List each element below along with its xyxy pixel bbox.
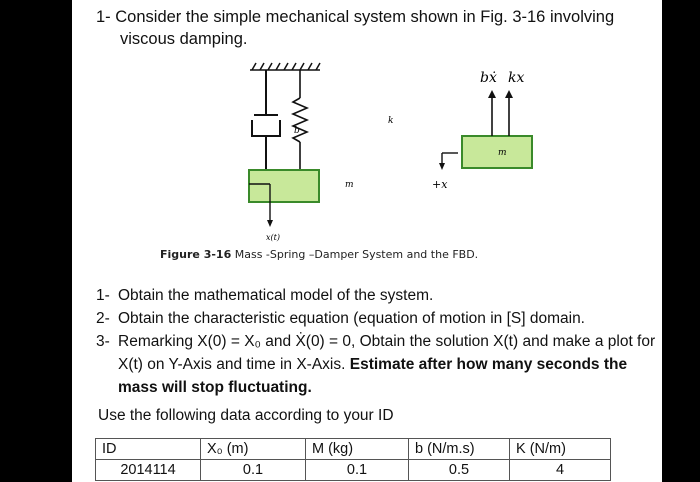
damping-force-arrow-icon: [488, 90, 496, 98]
worksheet: [72, 0, 662, 482]
task-number: 2-: [96, 310, 110, 327]
table-cell: 0.1: [201, 460, 306, 481]
label-xt: x(t): [266, 233, 280, 242]
caption-text: Mass -Spring –Damper System and the FBD.: [234, 248, 479, 261]
fbd-mass-label: m: [498, 148, 507, 158]
table-cell: 0.1: [306, 460, 409, 481]
fbd-mass-block: [462, 136, 532, 168]
task-text: Obtain the mathematical model of the system.: [118, 287, 434, 304]
header-cell: ID: [96, 439, 201, 460]
table-cell: 0.5: [409, 460, 510, 481]
force-arrows: [492, 96, 509, 136]
header-cell: X₀ (m): [201, 439, 306, 460]
table-cell: 4: [510, 460, 611, 481]
label-plus-x: +x: [432, 178, 448, 191]
task-number: 3-: [96, 333, 110, 350]
problem-line-2: viscous damping.: [120, 30, 248, 48]
down-arrow-icon: [439, 163, 445, 170]
task-item: [96, 284, 656, 307]
spring-force-arrow-icon: [505, 90, 513, 98]
header-cell: M (kg): [306, 439, 409, 460]
label-b: b: [294, 126, 300, 136]
table-row: [96, 460, 611, 481]
table-cell: 2014114: [96, 460, 201, 481]
data-table: [95, 438, 611, 481]
header-cell: K (N/m): [510, 439, 611, 460]
task-list: [96, 284, 656, 399]
problem-statement: [96, 6, 614, 50]
xt-arrow-icon: [267, 220, 273, 227]
spring: [293, 70, 307, 170]
ground-hatch: [250, 63, 320, 70]
task-number: 1-: [96, 287, 110, 304]
task-text-bold: Estimate after how many seconds the mass will stop fluctuating.: [118, 356, 628, 396]
label-damping-force: bẋ: [480, 70, 497, 86]
label-k: k: [388, 116, 394, 126]
damper: [252, 70, 280, 170]
task-text: Obtain the characteristic equation (equation of motion in [S] domain.: [118, 310, 585, 327]
header-cell: b (N/m.s): [409, 439, 510, 460]
use-data-instruction: Use the following data according to your ID: [98, 407, 394, 424]
task-text: [118, 330, 656, 399]
task-item: [96, 307, 656, 330]
mass-spring-damper-figure: [192, 60, 552, 250]
task-item: [96, 330, 656, 399]
task-text-normal: Remarking X(0) = X₀ and Ẋ(0) = 0, Obtain the solution X(t) and make a plot for X(t) on Y-Axis and time in X-Axis.: [118, 333, 656, 373]
positive-x-indicator: [442, 153, 458, 163]
label-spring-force: kx: [508, 70, 525, 86]
table-header-row: [96, 439, 611, 460]
figure-caption: [160, 248, 478, 261]
left-mass-block: [249, 170, 319, 202]
caption-number: Figure 3-16: [160, 248, 232, 261]
left-mass-label: m: [345, 180, 354, 190]
problem-line-1: 1- Consider the simple mechanical system shown in Fig. 3-16 involving: [96, 8, 615, 26]
